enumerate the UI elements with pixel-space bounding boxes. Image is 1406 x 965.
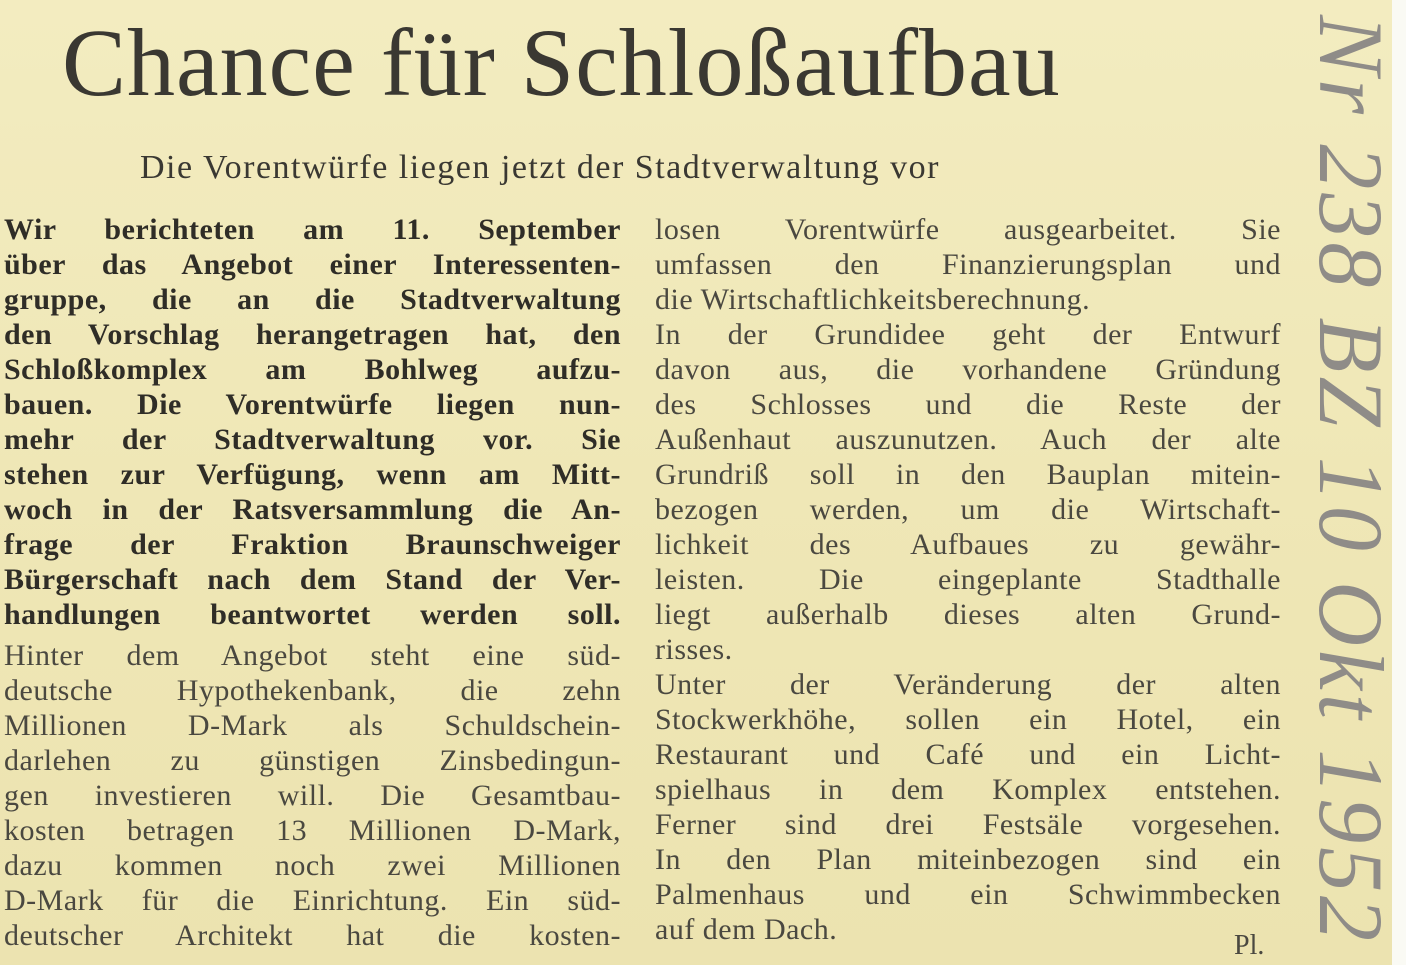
text-line: kosten betragen 13 Millionen D-Mark, — [4, 814, 621, 847]
text-line: frage der Fraktion Braunschweiger — [4, 528, 621, 561]
text-line: deutsche Hypothekenbank, die zehn — [4, 674, 621, 707]
text-line: risses. — [655, 633, 733, 666]
text-line: die Wirtschaftlichkeitsberechnung. — [655, 283, 1091, 316]
text-line: In der Grundidee geht der Entwurf — [655, 318, 1281, 351]
text-line: Restaurant und Café und ein Licht- — [655, 738, 1281, 771]
text-line: deutscher Architekt hat die kosten- — [4, 919, 621, 952]
text-line: Ferner sind drei Festsäle vorgesehen. — [655, 808, 1281, 841]
text-line: Wir berichteten am 11. September — [4, 213, 621, 246]
text-line: leisten. Die eingeplante Stadthalle — [655, 563, 1281, 596]
text-line: D-Mark für die Einrichtung. Ein süd- — [4, 884, 621, 917]
text-line: Außenhaut auszunutzen. Auch der alte — [655, 423, 1281, 456]
text-line: umfassen den Finanzierungsplan und — [655, 248, 1281, 281]
text-line: auf dem Dach. — [655, 913, 838, 946]
text-line: gen investieren will. Die Gesamtbau- — [4, 779, 621, 812]
body-paragraph — [655, 667, 1281, 947]
text-line: bezogen werden, um die Wirtschaft- — [655, 493, 1281, 526]
text-line: woch in der Ratsversammlung die An- — [4, 493, 621, 526]
text-line: Hinter dem Angebot steht eine süd- — [4, 639, 621, 672]
author-signature: Pl. — [1234, 930, 1265, 961]
text-line: den Vorschlag herangetragen hat, den — [4, 318, 621, 351]
body-paragraph — [4, 638, 621, 953]
text-line: lichkeit des Aufbaues zu gewähr- — [655, 528, 1281, 561]
handwritten-text: Nr 238 BZ 10 Okt 1952 — [1300, 15, 1400, 960]
text-line: mehr der Stadtverwaltung vor. Sie — [4, 423, 621, 456]
text-line: stehen zur Verfügung, wenn am Mitt- — [4, 458, 621, 491]
text-line: über das Angebot einer Interessenten- — [4, 248, 621, 281]
text-line: In den Plan miteinbezogen sind ein — [655, 843, 1281, 876]
text-line: dazu kommen noch zwei Millionen — [4, 849, 621, 882]
text-line: liegt außerhalb dieses alten Grund- — [655, 598, 1281, 631]
headline: Chance für Schloßaufbau — [62, 9, 1061, 116]
body-paragraph — [655, 212, 1281, 317]
text-line: Millionen D-Mark als Schuldschein- — [4, 709, 621, 742]
text-line: spielhaus in dem Komplex entstehen. — [655, 773, 1281, 806]
right-column — [655, 212, 1281, 947]
text-line: des Schlosses und die Reste der — [655, 388, 1281, 421]
text-line: handlungen beantwortet werden soll. — [4, 598, 621, 631]
text-line: Stockwerkhöhe, sollen ein Hotel, ein — [655, 703, 1281, 736]
body-paragraph — [655, 317, 1281, 667]
lead-paragraph — [4, 212, 621, 632]
handwritten-note — [1290, 10, 1400, 960]
text-line: Schloßkomplex am Bohlweg aufzu- — [4, 353, 621, 386]
text-line: Bürgerschaft nach dem Stand der Ver- — [4, 563, 621, 596]
text-line: davon aus, die vorhandene Gründung — [655, 353, 1281, 386]
pencil-annotation — [1290, 10, 1400, 960]
left-column — [4, 212, 621, 953]
text-line: losen Vorentwürfe ausgearbeitet. Sie — [655, 213, 1281, 246]
text-line: darlehen zu günstigen Zinsbedingun- — [4, 744, 621, 777]
text-line: Palmenhaus und ein Schwimmbecken — [655, 878, 1281, 911]
text-line: Unter der Veränderung der alten — [655, 668, 1281, 701]
text-line: gruppe, die an die Stadtverwaltung — [4, 283, 621, 316]
text-line: bauen. Die Vorentwürfe liegen nun- — [4, 388, 621, 421]
text-line: Grundriß soll in den Bauplan mitein- — [655, 458, 1281, 491]
subheadline: Die Vorentwürfe liegen jetzt der Stadtverwaltung vor — [140, 149, 940, 186]
